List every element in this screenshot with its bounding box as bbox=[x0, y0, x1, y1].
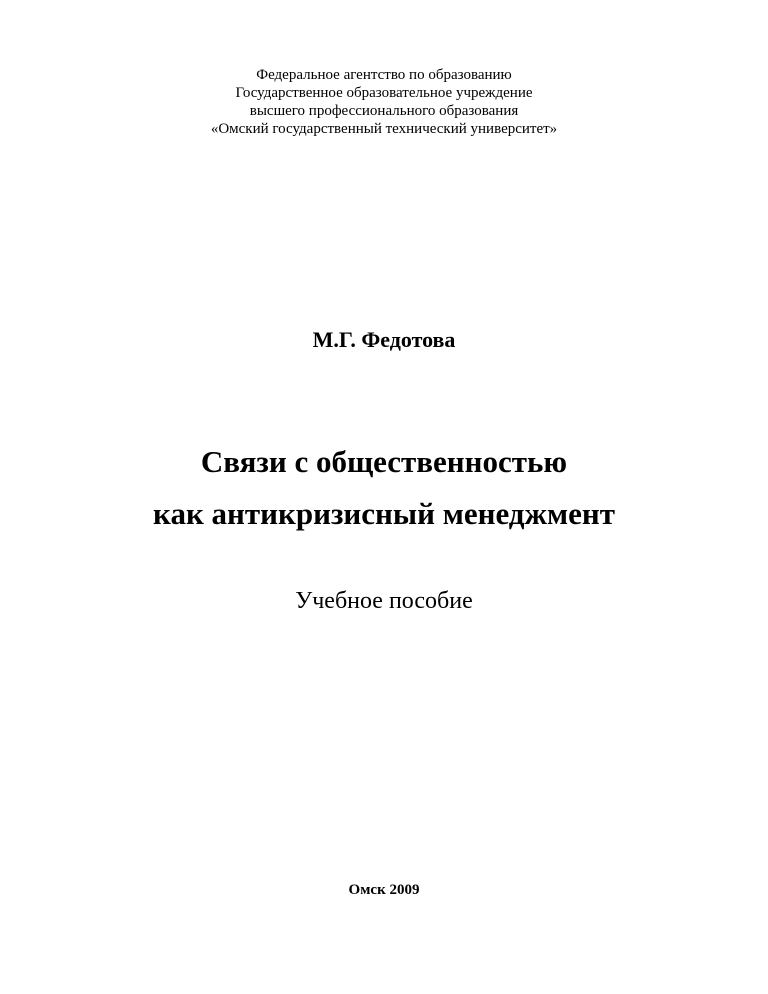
header-line-institution-type: Государственное образовательное учреждение bbox=[235, 85, 533, 101]
header-line-agency: Федеральное агентство по образованию bbox=[256, 67, 512, 83]
book-title-line-2: как антикризисный менеджмент bbox=[153, 496, 615, 531]
book-subtitle: Учебное пособие bbox=[295, 588, 473, 614]
book-title-line-1: Связи с общественностью bbox=[200, 444, 568, 479]
header-line-university-name: «Омский государственный технический университет» bbox=[210, 121, 558, 137]
author-name: М.Г. Федотова bbox=[312, 327, 456, 352]
book-title bbox=[0, 436, 768, 540]
institution-header bbox=[0, 66, 768, 138]
header-line-education-level: высшего профессионального образования bbox=[249, 103, 519, 119]
place-and-year: Омск 2009 bbox=[348, 882, 420, 898]
